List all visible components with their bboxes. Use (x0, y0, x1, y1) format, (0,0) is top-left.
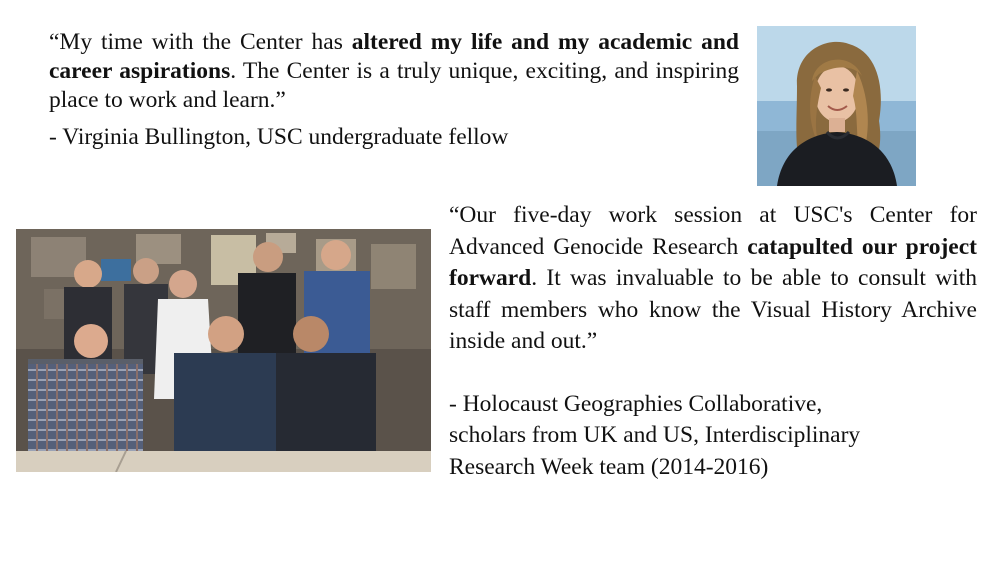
testimonial-2-quote-emphasis: catapulted our project forward (449, 233, 977, 291)
testimonial-2-attribution-line-1: - Holocaust Geographies Collaborative, (449, 390, 823, 417)
group-photo (16, 229, 431, 472)
testimonial-2-quote-close: . It was invaluable to be able to consult with staff members who know the Visual History Archive inside and out.” (449, 265, 977, 354)
testimonial-1-quote-close: . The Center is a truly unique, exciting, and inspiring place to work and learn.” (49, 58, 740, 113)
testimonial-1-quote-open: “My time with the Center has (49, 29, 352, 55)
testimonial-2-attribution-line-2: scholars from UK and US, Interdisciplinary (449, 422, 861, 448)
testimonial-2-attribution (449, 389, 977, 484)
testimonial-1 (49, 28, 739, 152)
portrait-photo (757, 26, 916, 186)
testimonial-1-attribution: - Virginia Bullington, USC undergraduate fellow (49, 124, 509, 150)
testimonial-2-attribution-line-3: Research Week team (2014-2016) (449, 453, 769, 480)
testimonial-1-quote-emphasis: altered my life and my academic and career aspirations (49, 29, 739, 84)
testimonial-2-quote (449, 200, 977, 358)
testimonial-2-quote-open: “Our five-day work session at USC's Center for Advanced Genocide Research (449, 202, 977, 260)
testimonial-2 (449, 200, 977, 483)
testimonial-1-quote (49, 28, 739, 115)
